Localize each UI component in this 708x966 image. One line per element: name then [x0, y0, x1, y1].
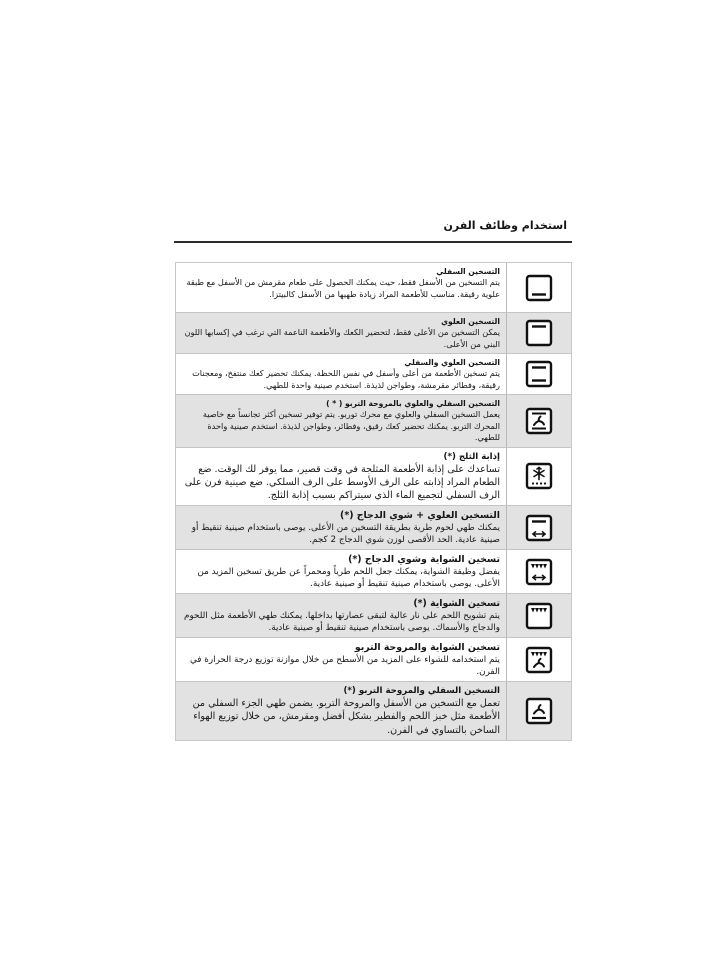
function-text-cell: [176, 448, 506, 506]
function-description: تعمل مع التسخين من الأسفل والمروحة التربو. يضمن طهي الجزء السفلي من الأطعمة مثل خبز اللحم والفطير بشكل أفضل ومقرمش، من خلال توزيع الهواء الساخن بالتساوي في الفرن.: [192, 698, 500, 736]
icon-cell: [506, 448, 571, 506]
function-title: التسخين العلوي: [441, 317, 500, 326]
function-description: يمكنك طهي لحوم طرية بطريقة التسخين من الأعلى. يوصى باستخدام صينية تنقيط أو صينية عادية. الحد الأقصى لوزن شوي الدجاج 2 كجم.: [191, 523, 500, 546]
function-row-top-heat-rotisserie: [176, 506, 571, 550]
bottom-heat-icon: [524, 273, 554, 303]
icon-cell: [506, 550, 571, 593]
function-description: يعمل التسخين السفلي والعلوي مع محرك توربو. يتم توفير تسخين أكثر تجانساً مع خاصية المحرك التربو. يمكنك تحضير كعك رقيق، وفطائر، وطواجن لذيذة. استخدم صينية واحدة للطهي.: [202, 409, 500, 442]
icon-cell: [506, 638, 571, 681]
function-text-cell: [176, 550, 506, 593]
function-description: يتم استخدامه للشواء على المزيد من الأسطح من خلال موازنة توزيع درجة الحرارة في الفرن.: [189, 655, 500, 678]
function-text-cell: [176, 594, 506, 637]
grill-fan-icon: [524, 645, 554, 675]
page-title: استخدام وظائف الفرن: [443, 219, 567, 232]
icon-cell: [506, 682, 571, 740]
icon-cell: [506, 313, 571, 353]
function-description: يتم التسخين من الأسفل فقط، حيث يمكنك الحصول على طعام مقرمش من الأسفل مع طبقة علوية رقيقة. مناسب للأطعمة المراد زيادة طهيها من الأسفل كالبيتزا.: [186, 277, 500, 299]
function-row-top-heat: [176, 313, 571, 354]
function-title: التسخين السفلي والعلوي بالمروحة التربو ( * ): [326, 399, 500, 408]
function-description: يفضل وظيفة الشواية، يمكنك جعل اللحم طرياً ومحمراً عن طريق تسخين المزيد من الأعلى. يوصى باستخدام صينية تنقيط أو صينية عادية.: [197, 567, 500, 590]
function-title: تسخين الشواية (*): [413, 598, 500, 610]
function-row-bottom-heat: [176, 263, 571, 313]
function-row-top-bottom-heat: [176, 354, 571, 395]
function-title: إذابة الثلج (*): [443, 451, 500, 462]
grill-rotisserie-icon: [524, 557, 554, 587]
top-heat-rotisserie-icon: [524, 513, 554, 543]
function-description: يتم تسخين الأطعمة من أعلى وأسفل في نفس اللحظة. يمكنك تحضير كعك منتفخ، ومعجنات رقيقة، وفطائر مقرمشة، وطواجن لذيذة. استخدم صينية واحدة للطهي.: [192, 368, 500, 390]
function-title: التسخين السفلي: [436, 267, 500, 276]
top-heat-icon: [524, 318, 554, 348]
top-bottom-fan-icon: [524, 406, 554, 436]
function-description: يمكن التسخين من الأعلى فقط، لتحضير الكعك والأطعمة الناعمة التي ترغب في إكسابها اللون البني من الأعلى.: [184, 327, 500, 349]
icon-cell: [506, 594, 571, 637]
bottom-heat-fan-icon: [524, 696, 554, 726]
function-row-grill-rotisserie: [176, 550, 571, 594]
function-description: تساعدك على إذابة الأطعمة المثلجة في وقت قصير، مما يوفر لك الوقت. ضع الطعام المراد إذابته على الرف الأوسط على الرف السلكي. ضع صينية فرن على الرف السفلي لتجميع الماء الذي سيتراكم بسبب إذابة الثلج.: [184, 463, 500, 501]
defrost-icon: [524, 461, 554, 491]
function-title: تسخين الشواية وشوي الدجاج (*): [348, 554, 500, 566]
function-title: التسخين السفلي والمروحة التربو (*): [343, 686, 500, 697]
function-text-cell: [176, 638, 506, 681]
function-row-bottom-heat-fan: [176, 682, 571, 740]
title-divider: [174, 241, 572, 243]
function-title: تسخين الشواية والمروحة التربو: [354, 642, 500, 654]
icon-cell: [506, 263, 571, 312]
grill-icon: [524, 601, 554, 631]
function-title: التسخين العلوي + شوي الدجاج (*): [340, 510, 500, 522]
oven-functions-table: [175, 262, 572, 741]
function-row-defrost: [176, 448, 571, 507]
icon-cell: [506, 395, 571, 447]
top-bottom-heat-icon: [524, 359, 554, 389]
function-description: يتم تشويح اللحم على نار عالية لتبقى عصارتها بداخلها. يمكنك طهي الأطعمة مثل اللحوم والدجاج والأسماك. يوصى باستخدام صينية تنقيط أو صينية عادية.: [184, 611, 500, 634]
function-text-cell: [176, 682, 506, 740]
function-text-cell: [176, 313, 506, 353]
icon-cell: [506, 506, 571, 549]
function-row-grill: [176, 594, 571, 638]
function-row-grill-fan: [176, 638, 571, 682]
icon-cell: [506, 354, 571, 394]
function-row-top-bottom-fan: [176, 395, 571, 448]
function-title: التسخين العلوي والسفلي: [404, 358, 500, 367]
function-text-cell: [176, 263, 506, 312]
function-text-cell: [176, 354, 506, 394]
function-text-cell: [176, 395, 506, 447]
function-text-cell: [176, 506, 506, 549]
